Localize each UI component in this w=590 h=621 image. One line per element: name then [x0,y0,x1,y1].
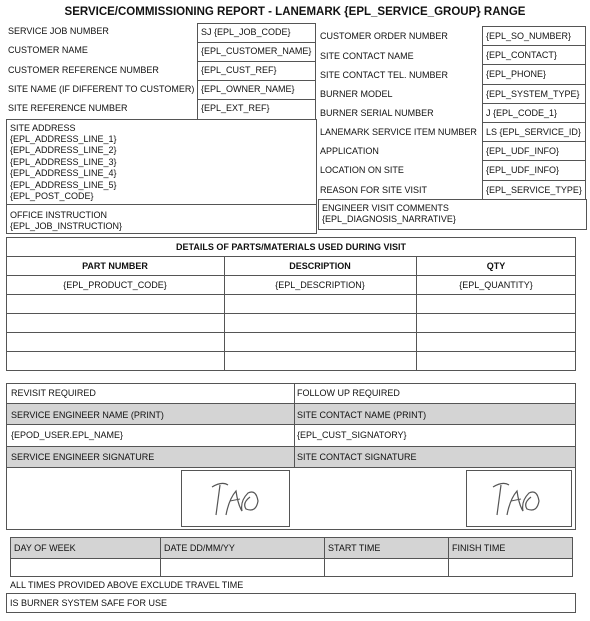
contact-signature-label: SITE CONTACT SIGNATURE [297,452,417,462]
burner-serial-label: BURNER SERIAL NUMBER [320,108,434,118]
travel-time-note: ALL TIMES PROVIDED ABOVE EXCLUDE TRAVEL TIME [10,580,244,590]
date-header: DATE DD/MM/YY [164,543,235,553]
site-reference-value: {EPL_EXT_REF} [201,103,270,113]
revisit-required-label: REVISIT REQUIRED [11,388,96,398]
description-cell: {EPL_DESCRIPTION} [275,280,365,290]
reason-for-visit-value: {EPL_SERVICE_TYPE} [486,185,582,195]
part-number-cell: {EPL_PRODUCT_CODE} [63,280,167,290]
contact-name-label: SITE CONTACT NAME (PRINT) [297,410,427,420]
site-name-value: {EPL_OWNER_NAME} [201,84,295,94]
burner-serial-value: J {EPL_CODE_1} [486,108,558,118]
description-header: DESCRIPTION [289,261,351,271]
site-reference-label: SITE REFERENCE NUMBER [8,103,128,113]
service-item-value: LS {EPL_SERVICE_ID} [486,127,581,137]
start-time-header: START TIME [328,543,381,553]
engineer-comments-value: {EPL_DIAGNOSIS_NARRATIVE} [322,214,456,224]
burner-model-label: BURNER MODEL [320,89,393,99]
engineer-name-label: SERVICE ENGINEER NAME (PRINT) [11,410,164,420]
location-on-site-value: {EPL_UDF_INFO} [486,165,560,175]
customer-order-label: CUSTOMER ORDER NUMBER [320,31,448,41]
signature-scribble-icon [467,471,571,526]
qty-cell: {EPL_QUANTITY} [459,280,533,290]
engineer-comments-label: ENGINEER VISIT COMMENTS [322,203,449,213]
customer-name-value: {EPL_CUSTOMER_NAME} [201,46,312,56]
reason-for-visit-label: REASON FOR SITE VISIT [320,185,428,195]
site-contact-name-value: {EPL_CONTACT} [486,50,557,60]
address-line-1: {EPL_ADDRESS_LINE_1} [10,134,117,144]
site-name-label: SITE NAME (IF DIFFERENT TO CUSTOMER) [8,84,195,94]
application-value: {EPL_UDF_INFO} [486,146,560,156]
address-line-4: {EPL_ADDRESS_LINE_4} [10,168,117,178]
engineer-name-value: {EPOD_USER.EPL_NAME} [11,430,124,440]
site-address-label: SITE ADDRESS [10,123,76,133]
follow-up-required-label: FOLLOW UP REQUIRED [297,388,400,398]
engineer-signature-box[interactable] [181,470,290,527]
customer-reference-value: {EPL_CUST_REF} [201,65,277,75]
engineer-signature-label: SERVICE ENGINEER SIGNATURE [11,452,155,462]
part-number-header: PART NUMBER [82,261,148,271]
contact-name-value: {EPL_CUST_SIGNATORY} [297,430,407,440]
office-instruction-label: OFFICE INSTRUCTION [10,210,107,220]
customer-order-value: {EPL_SO_NUMBER} [486,31,572,41]
signature-scribble-icon [182,471,289,526]
day-of-week-header: DAY OF WEEK [14,543,76,553]
address-post-code: {EPL_POST_CODE} [10,191,94,201]
application-label: APPLICATION [320,146,379,156]
parts-heading: DETAILS OF PARTS/MATERIALS USED DURING VISIT [175,242,406,252]
address-line-2: {EPL_ADDRESS_LINE_2} [10,145,117,155]
site-contact-name-label: SITE CONTACT NAME [320,51,414,61]
burner-model-value: {EPL_SYSTEM_TYPE} [486,89,580,99]
contact-signature-box[interactable] [466,470,572,527]
office-instruction-value: {EPL_JOB_INSTRUCTION} [10,221,123,231]
location-on-site-label: LOCATION ON SITE [320,165,404,175]
site-contact-tel-label: SITE CONTACT TEL. NUMBER [320,70,449,80]
report-title: SERVICE/COMMISSIONING REPORT - LANEMARK {EPL_SERVICE_GROUP} RANGE [64,6,526,18]
service-item-label: LANEMARK SERVICE ITEM NUMBER [320,127,477,137]
customer-reference-label: CUSTOMER REFERENCE NUMBER [8,65,159,75]
customer-name-label: CUSTOMER NAME [8,45,88,55]
site-contact-tel-value: {EPL_PHONE} [486,69,547,79]
service-job-number-value: SJ {EPL_JOB_CODE} [201,27,291,37]
address-line-5: {EPL_ADDRESS_LINE_5} [10,180,117,190]
qty-header: QTY [486,261,506,271]
service-job-number-label: SERVICE JOB NUMBER [8,26,109,36]
burner-safe-label: IS BURNER SYSTEM SAFE FOR USE [10,598,168,608]
finish-time-header: FINISH TIME [452,543,506,553]
address-line-3: {EPL_ADDRESS_LINE_3} [10,157,117,167]
